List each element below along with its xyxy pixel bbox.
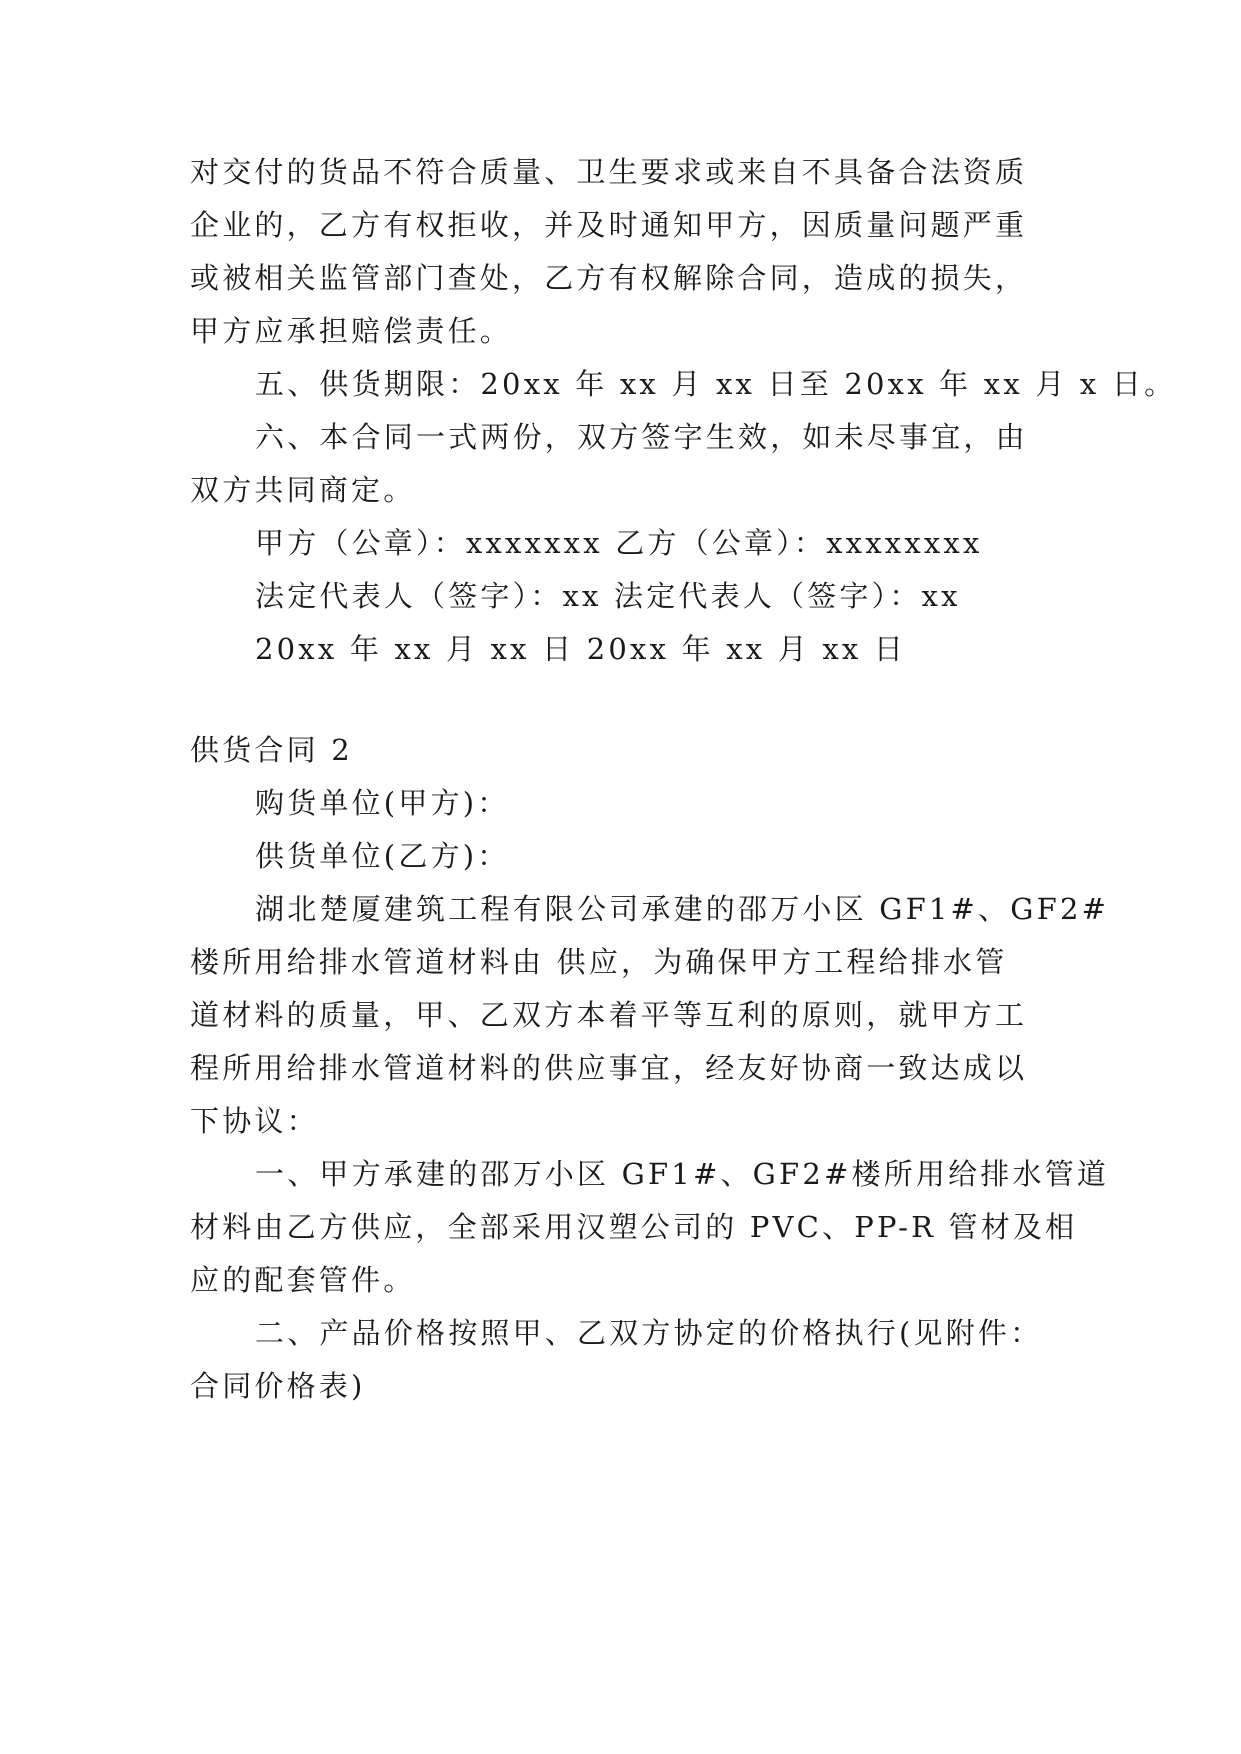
- clause-six: 六、本合同一式两份，双方签字生效，如未尽事宜，由: [255, 420, 1028, 454]
- text-line: 或被相关监管部门查处，乙方有权解除合同，造成的损失，: [190, 261, 1028, 295]
- clause-five: 五、供货期限：20xx 年 xx 月 xx 日至 20xx 年 xx 月 x 日。: [255, 367, 1177, 401]
- date-line: 20xx 年 xx 月 xx 日 20xx 年 xx 月 xx 日: [255, 632, 907, 666]
- legal-representative-line: 法定代表人（签字）：xx 法定代表人（签字）：xx: [255, 579, 961, 613]
- paragraph-line: 程所用给排水管道材料的供应事宜，经友好协商一致达成以: [190, 1051, 1028, 1085]
- supplier-line: 供货单位(乙方)：: [255, 839, 510, 873]
- paragraph-line: 合同价格表): [190, 1369, 366, 1403]
- text-line: 企业的，乙方有权拒收，并及时通知甲方，因质量问题严重: [190, 208, 1028, 242]
- text-line: 对交付的货品不符合质量、卫生要求或来自不具备合法资质: [190, 155, 1028, 189]
- clause-two: 二、产品价格按照甲、乙双方协定的价格执行(见附件：: [255, 1316, 1043, 1350]
- paragraph-line: 应的配套管件。: [190, 1263, 416, 1297]
- clause-one: 一、甲方承建的邵万小区 GF1#、GF2#楼所用给排水管道: [255, 1157, 1110, 1191]
- buyer-line: 购货单位(甲方)：: [255, 786, 510, 820]
- paragraph-line: 材料由乙方供应，全部采用汉塑公司的 PVC、PP-R 管材及相: [190, 1210, 1078, 1244]
- section-title: 供货合同 2: [190, 733, 353, 767]
- party-seal-line: 甲方（公章）：xxxxxxx 乙方（公章）：xxxxxxxx: [255, 526, 983, 560]
- paragraph-line: 道材料的质量，甲、乙双方本着平等互利的原则，就甲方工: [190, 998, 1028, 1032]
- text-line: 甲方应承担赔偿责任。: [190, 314, 513, 348]
- paragraph-line: 楼所用给排水管道材料由 供应，为确保甲方工程给排水管: [190, 945, 1008, 979]
- paragraph-line: 下协议：: [190, 1104, 319, 1138]
- paragraph-line: 湖北楚厦建筑工程有限公司承建的邵万小区 GF1#、GF2#: [255, 892, 1110, 926]
- text-line: 双方共同商定。: [190, 473, 416, 507]
